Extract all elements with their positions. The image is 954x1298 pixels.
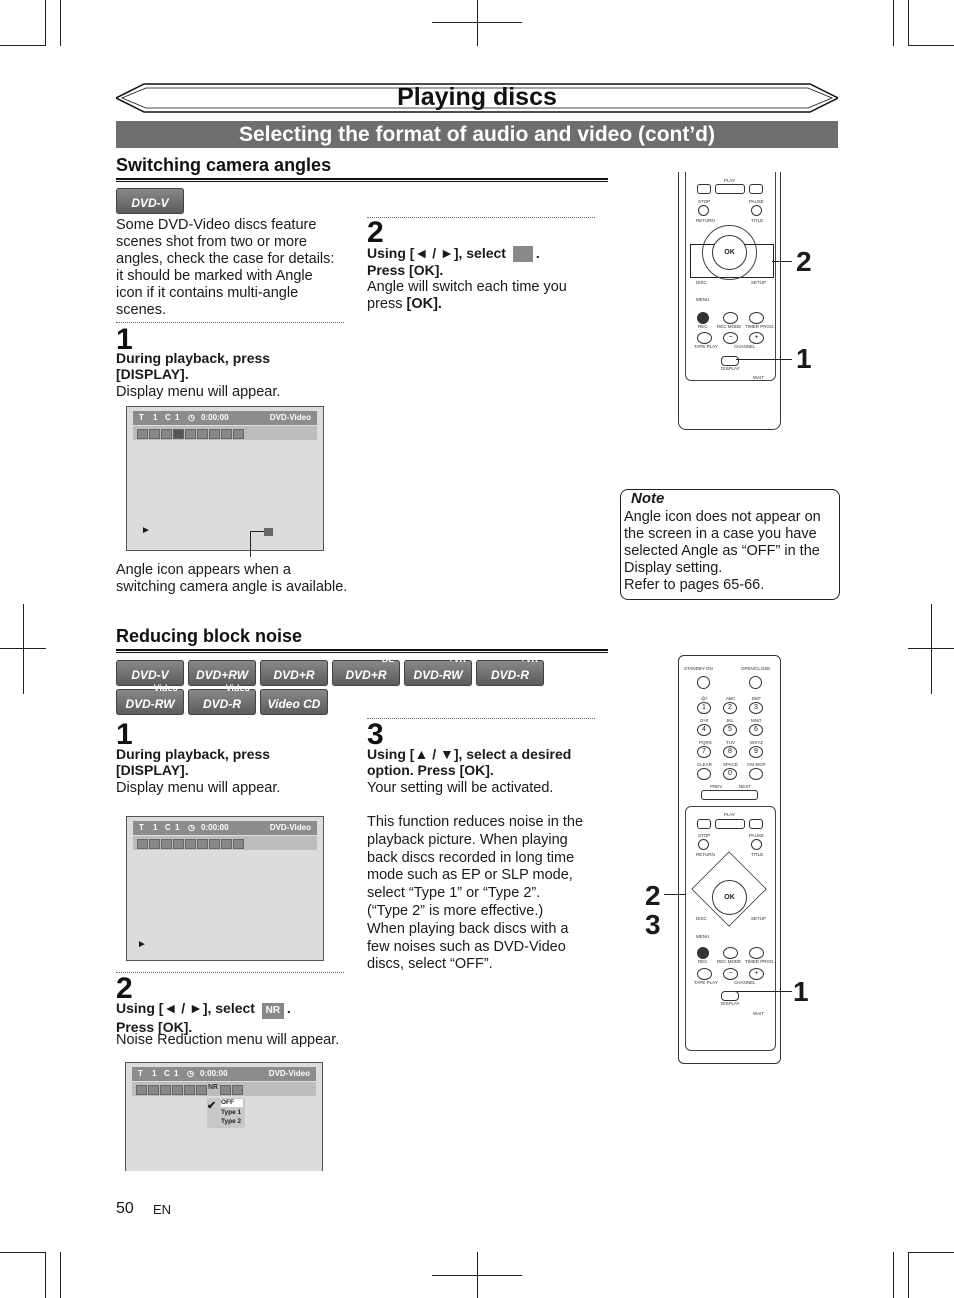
key-9-button[interactable]: 9 — [749, 746, 763, 758]
dvd-plus-r-dl-badge: DVD+R DL — [332, 660, 400, 686]
rewind-button[interactable] — [697, 184, 711, 194]
rewind-button[interactable] — [697, 819, 711, 829]
pause-button[interactable] — [751, 205, 762, 216]
eject-button[interactable] — [749, 676, 762, 689]
angle-caption: Angle icon appears when a switching camera angle is available. — [116, 562, 348, 595]
remote-control-top: PLAY STOP PAUSE RETURN TITLE OK DISC SETUP MENU REC REC MODE TIMER PROG. − + TAPE PLAY CHANNEL DISPLAY WAIT — [678, 172, 781, 430]
callout-line — [736, 991, 792, 992]
callout-line — [250, 531, 264, 532]
key-0-button[interactable]: 0 — [723, 768, 737, 780]
status-bar: T 1 C 1 ◷ 0:00:00 DVD-Video — [133, 411, 317, 425]
display-button[interactable] — [721, 356, 739, 366]
icon-bar — [133, 836, 317, 850]
nr-label: NR — [208, 1084, 219, 1091]
step-number: 1 — [116, 718, 133, 751]
ok-button[interactable]: OK — [712, 235, 747, 270]
key-7-button[interactable]: 7 — [697, 746, 711, 758]
angle-icon — [264, 528, 273, 536]
noise-reduction-screen — [125, 1062, 323, 1171]
key-2-button[interactable]: 2 — [723, 702, 737, 714]
remote-control-full: STANDBY-ON OPEN/CLOSE @/: ABC DEF 1 2 3 GHI JKL MNO 4 5 6 PQRS TUV WXYZ 7 8 9 CLEAR SPACE CM SKIP 0 PREV NEXT PLAY STOP PAUSE RETURN TITLE OK DISC SETUP MENU REC REC MODE TIMER PROG. − + TAPE PLAY CHANNEL DISPLAY WAIT — [678, 655, 781, 1064]
callout-number: 1 — [793, 976, 809, 1007]
language-label: EN — [153, 1202, 172, 1217]
dvd-plus-rw-badge: DVD+RW — [188, 660, 256, 686]
heading-rule — [116, 178, 608, 182]
callout-number: 1 — [796, 343, 812, 374]
channel-down-button[interactable]: − — [723, 332, 738, 344]
key-6-button[interactable]: 6 — [749, 724, 763, 736]
step-instruction: During playback, press [DISPLAY]. — [116, 350, 271, 382]
nr-option[interactable]: OFF — [221, 1099, 243, 1107]
divider — [367, 217, 595, 218]
tape-play-button[interactable] — [697, 332, 712, 344]
dvd-plus-r-badge: DVD+R — [260, 660, 328, 686]
status-bar: T 1 C 1 ◷ 0:00:00 DVD-Video — [133, 821, 317, 835]
dvd-rw-vr-badge: DVD-RW +VR — [404, 660, 472, 686]
forward-button[interactable] — [749, 184, 763, 194]
noise-explanation: This function reduces noise in the playback picture. When playing back discs recorded in long time mode such as EP or SLP mode, select “Type 1” or “Type 2”. (“Type 2” is more effective.) When playing back discs with a few noises such as DVD-Video discs, select “OFF”. — [367, 814, 584, 973]
direction-ring — [702, 225, 757, 280]
step-result: Your setting will be activated. — [367, 780, 554, 796]
callout-line — [736, 359, 792, 360]
key-5-button[interactable]: 5 — [723, 724, 737, 736]
timer-prog-button[interactable] — [749, 312, 764, 324]
step-instruction: Using [◄ / ►], select . Press [OK]. — [367, 245, 540, 279]
crop-mark — [45, 0, 46, 46]
step-result: Display menu will appear. — [116, 780, 281, 796]
timer-prog-button[interactable] — [749, 947, 764, 959]
dvd-v-badge: DVD-V — [116, 660, 184, 686]
status-bar: T 1 C 1 ◷ 0:00:00 DVD-Video — [132, 1067, 316, 1081]
callout-number: 3 — [645, 909, 661, 940]
crop-mark — [0, 1252, 46, 1253]
crop-mark — [45, 1252, 46, 1298]
check-icon: ✔ — [207, 1100, 217, 1112]
channel-up-button[interactable]: + — [749, 968, 764, 980]
display-menu-screen — [126, 816, 324, 961]
crop-mark — [60, 1252, 61, 1298]
divider — [116, 972, 344, 973]
callout-line — [664, 894, 686, 895]
note-text: Angle icon does not appear on the screen in a case you have selected Angle as “OFF” in the Display setting. Refer to pages 65-66. — [624, 509, 821, 593]
video-cd-badge: Video CD — [260, 689, 328, 715]
crop-mark — [893, 0, 894, 46]
crop-mark — [477, 1252, 478, 1298]
dvd-v-badge: DVD-V — [116, 188, 184, 214]
clear-button[interactable] — [697, 768, 711, 780]
callout-number: 2 — [796, 246, 812, 277]
rec-button[interactable] — [697, 312, 709, 324]
play-indicator: ► — [137, 939, 147, 950]
icon-bar — [132, 1082, 316, 1096]
display-button[interactable] — [721, 991, 739, 1001]
key-4-button[interactable]: 4 — [697, 724, 711, 736]
crop-mark — [908, 45, 954, 46]
forward-button[interactable] — [749, 819, 763, 829]
callout-line — [772, 261, 792, 262]
camera-intro: Some DVD-Video discs feature scenes shot from two or more angles, check the case for details: it should be marked with Angle icon if it contains multi-angle scenes. — [116, 217, 335, 318]
section-title: Selecting the format of audio and video (cont’d) — [116, 121, 838, 148]
callout-number: 2 — [645, 880, 661, 911]
dvd-rw-video-badge: DVD-RW Video — [116, 689, 184, 715]
page-number: 50 — [116, 1200, 134, 1217]
display-menu-screen — [126, 406, 324, 551]
key-8-button[interactable]: 8 — [723, 746, 737, 758]
divider — [116, 322, 344, 323]
crop-mark — [908, 1252, 909, 1298]
note-heading: Note — [631, 490, 665, 507]
play-button[interactable] — [715, 819, 745, 829]
step-number: 2 — [116, 972, 133, 1005]
divider — [367, 718, 595, 719]
page-title-banner — [116, 82, 838, 114]
stop-button[interactable] — [698, 839, 709, 850]
step-result: Angle will switch each time you press [OK]. — [367, 279, 567, 312]
step-instruction: Using [▲ / ▼], select a desired option. Press [OK]. — [367, 746, 572, 778]
step-instruction: During playback, press [DISPLAY]. — [116, 746, 271, 778]
noise-heading: Reducing block noise — [116, 626, 303, 646]
rec-button[interactable] — [697, 947, 709, 959]
step-number: 3 — [367, 718, 384, 751]
nr-option[interactable]: Type 1 — [221, 1109, 242, 1116]
crop-mark — [893, 1252, 894, 1298]
play-indicator: ► — [141, 525, 151, 536]
dvd-r-video-badge: DVD-R Video — [188, 689, 256, 715]
stop-button[interactable] — [698, 205, 709, 216]
page-title: Playing discs — [397, 83, 557, 111]
crop-mark — [908, 0, 909, 46]
crop-mark — [908, 1252, 954, 1253]
angle-icon — [513, 246, 533, 262]
rec-mode-button[interactable] — [723, 947, 738, 959]
tape-play-button[interactable] — [697, 968, 712, 980]
step-number: 1 — [116, 323, 133, 356]
channel-up-button[interactable]: + — [749, 332, 764, 344]
crop-mark — [23, 604, 24, 694]
crop-mark — [931, 604, 932, 694]
note-box — [620, 489, 840, 600]
nr-option-list — [207, 1098, 245, 1128]
callout-line — [250, 531, 251, 557]
ok-button[interactable]: OK — [712, 880, 747, 915]
step-number: 2 — [367, 216, 384, 249]
dvd-r-vr-badge: DVD-R +VR — [476, 660, 544, 686]
nr-icon: NR — [262, 1003, 284, 1019]
rec-mode-button[interactable] — [723, 312, 738, 324]
key-3-button[interactable]: 3 — [749, 702, 763, 714]
nr-option[interactable]: Type 2 — [221, 1118, 242, 1125]
camera-heading: Switching camera angles — [116, 155, 332, 175]
prev-next-bar[interactable] — [701, 790, 758, 800]
channel-down-button[interactable]: − — [723, 968, 738, 980]
crop-mark — [60, 0, 61, 46]
key-1-button[interactable]: 1 — [697, 702, 711, 714]
cm-skip-button[interactable] — [749, 768, 763, 780]
icon-bar — [133, 426, 317, 440]
crop-mark — [0, 45, 46, 46]
step-result: Display menu will appear. — [116, 384, 281, 400]
power-button[interactable] — [697, 676, 710, 689]
play-button[interactable] — [715, 184, 745, 194]
crop-mark — [477, 0, 478, 46]
step-result: Noise Reduction menu will appear. — [116, 1032, 340, 1048]
pause-button[interactable] — [751, 839, 762, 850]
step-instruction: Using [◄ / ►], select NR . Press [OK]. — [116, 1000, 291, 1035]
